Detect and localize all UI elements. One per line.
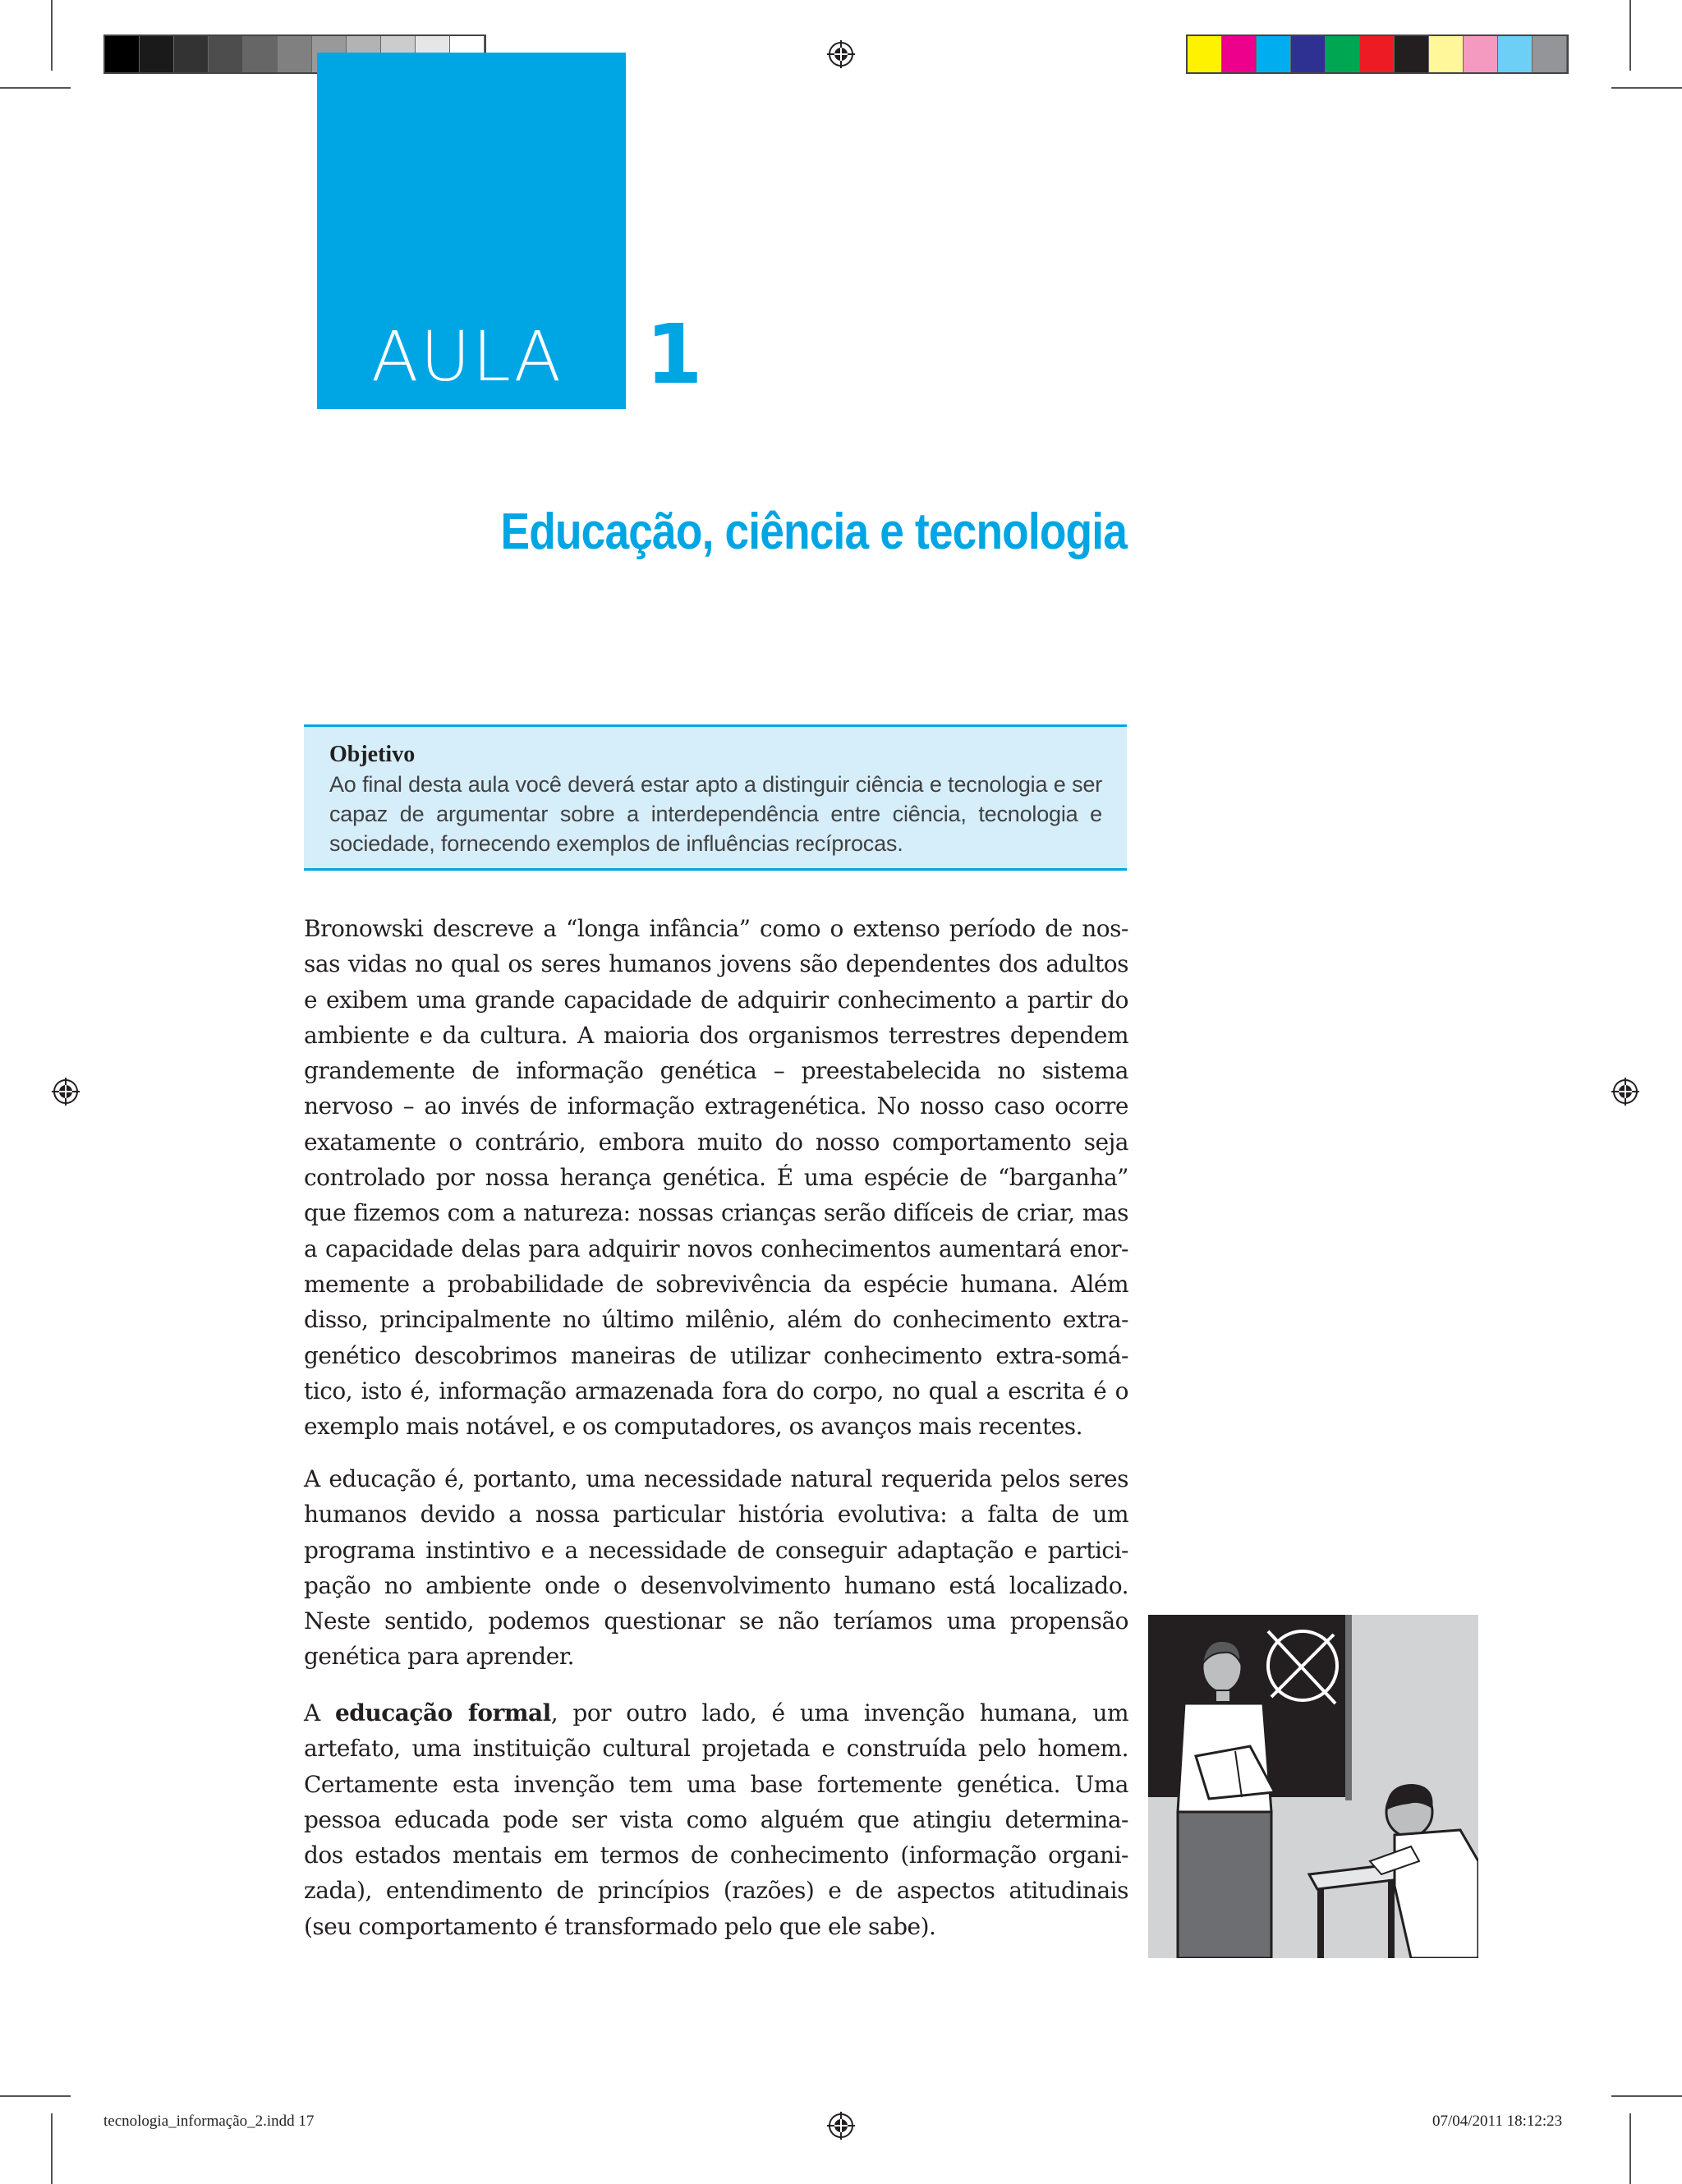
crop-mark: [1629, 0, 1631, 71]
text-line: Bronowski descreve a “longa infância” como o extenso período de nos-: [304, 915, 1128, 942]
color-swatch: [1464, 36, 1498, 72]
chapter-title: Educação, ciência e tecnologia: [500, 503, 1127, 560]
color-swatch: [174, 36, 209, 72]
color-swatch: [1533, 36, 1567, 72]
text-line: genética para aprender.: [304, 1643, 574, 1671]
color-swatch-bar: [1186, 34, 1569, 74]
text-line: sas vidas no qual os seres humanos jovens são dependentes dos adultos: [304, 950, 1128, 978]
footer-filename: tecnologia_informação_2.indd 17: [103, 2113, 315, 2130]
color-swatch: [105, 36, 140, 72]
text-line: a capacidade delas para adquirir novos conhecimentos aumentará enor-: [304, 1235, 1128, 1262]
text-fragment: A: [304, 1699, 335, 1727]
text-line: nervoso – ao invés de informação extragenética. No nosso caso ocorre: [304, 1092, 1128, 1120]
crop-mark: [1611, 87, 1682, 89]
color-swatch: [1429, 36, 1464, 72]
text-line: Certamente esta invenção tem uma base fortemente genética. Uma: [304, 1770, 1128, 1798]
paragraph-3: [304, 1695, 1128, 1944]
text-line: artefato, uma instituição cultural projetada e construída pelo homem.: [304, 1735, 1128, 1763]
crop-mark: [0, 87, 71, 89]
aula-number: 1: [646, 306, 703, 402]
text-line: humanos devido a nossa particular história evolutiva: a falta de um: [304, 1501, 1128, 1529]
text-line: (seu comportamento é transformado pelo que ele sabe).: [304, 1912, 936, 1940]
registration-mark-icon: [52, 1078, 80, 1106]
footer-timestamp: 07/04/2011 18:12:23: [1432, 2113, 1563, 2130]
text-line: pessoa educada pode ser vista como alguém que atingiu determina-: [304, 1805, 1128, 1833]
bold-term-formal-education: educação formal: [334, 1699, 551, 1727]
classroom-illustration: [1148, 1615, 1478, 1958]
objective-box: [304, 724, 1127, 871]
text-line: genético descobrimos maneiras de utilizar conhecimento extra-somá-: [304, 1341, 1128, 1369]
crop-mark: [51, 0, 53, 71]
color-swatch: [209, 36, 243, 72]
color-swatch: [1291, 36, 1326, 72]
registration-mark-icon: [827, 40, 855, 68]
color-swatch: [278, 36, 312, 72]
color-swatch: [1360, 36, 1395, 72]
paragraph-2: [304, 1461, 1128, 1675]
text-line: zada), entendimento de princípios (razões) e de aspectos atitudinais: [304, 1877, 1128, 1905]
text-line: Neste sentido, podemos questionar se não teríamos uma propensão: [304, 1607, 1128, 1635]
text-line: exemplo mais notável, e os computadores, os avanços mais recentes.: [304, 1413, 1083, 1441]
color-swatch: [140, 36, 174, 72]
color-swatch: [1222, 36, 1257, 72]
color-swatch: [1326, 36, 1360, 72]
text-line: [304, 1695, 1128, 1731]
text-line: dos estados mentais em termos de conhecimento (informação organi-: [304, 1841, 1128, 1869]
crop-mark: [51, 2113, 53, 2184]
text-line: tico, isto é, informação armazenada fora do corpo, no qual a escrita é o: [304, 1377, 1128, 1405]
color-swatch: [1257, 36, 1291, 72]
color-swatch: [243, 36, 278, 72]
text-line: memente a probabilidade de sobrevivência da espécie humana. Além: [304, 1270, 1128, 1298]
objective-heading: Objetivo: [329, 742, 416, 767]
text-fragment: , por outro lado, é uma invenção humana, um: [550, 1699, 1128, 1727]
aula-label: AULA: [371, 316, 563, 397]
color-swatch: [1395, 36, 1429, 72]
crop-mark: [0, 2095, 71, 2097]
text-line: e exibem uma grande capacidade de adquirir conhecimento a partir do: [304, 986, 1128, 1014]
text-line: ambiente e da cultura. A maioria dos organismos terrestres dependem: [304, 1021, 1128, 1049]
text-line: A educação é, portanto, uma necessidade natural requerida pelos seres: [304, 1465, 1128, 1492]
text-line: programa instintivo e a necessidade de conseguir adaptação e partici-: [304, 1536, 1128, 1564]
text-line: controlado por nossa herança genética. É uma espécie de “barganha”: [304, 1164, 1128, 1192]
registration-mark-icon: [1611, 1078, 1639, 1106]
text-line: pação no ambiente onde o desenvolvimento humano está localizado.: [304, 1571, 1128, 1599]
objective-text: Ao final desta aula você deverá estar apto a distinguir ciência e tecnologia e ser capaz de argumentar sobre a interdependência entre ciência, tecnologia e sociedade, fornecendo exemplos de influências recíprocas.: [329, 772, 1102, 856]
color-swatch: [1498, 36, 1533, 72]
text-line: que fizemos com a natureza: nossas crianças serão difíceis de criar, mas: [304, 1199, 1128, 1227]
color-swatch: [1188, 36, 1222, 72]
crop-mark: [1611, 2095, 1682, 2097]
crop-mark: [1629, 2113, 1631, 2184]
paragraph-1: [304, 911, 1128, 1444]
text-line: exatamente o contrário, embora muito do nosso comportamento seja: [304, 1128, 1128, 1156]
text-line: disso, principalmente no último milênio, além do conhecimento extra-: [304, 1306, 1128, 1334]
text-line: grandemente de informação genética – preestabelecida no sistema: [304, 1057, 1128, 1085]
registration-mark-icon: [827, 2112, 855, 2140]
